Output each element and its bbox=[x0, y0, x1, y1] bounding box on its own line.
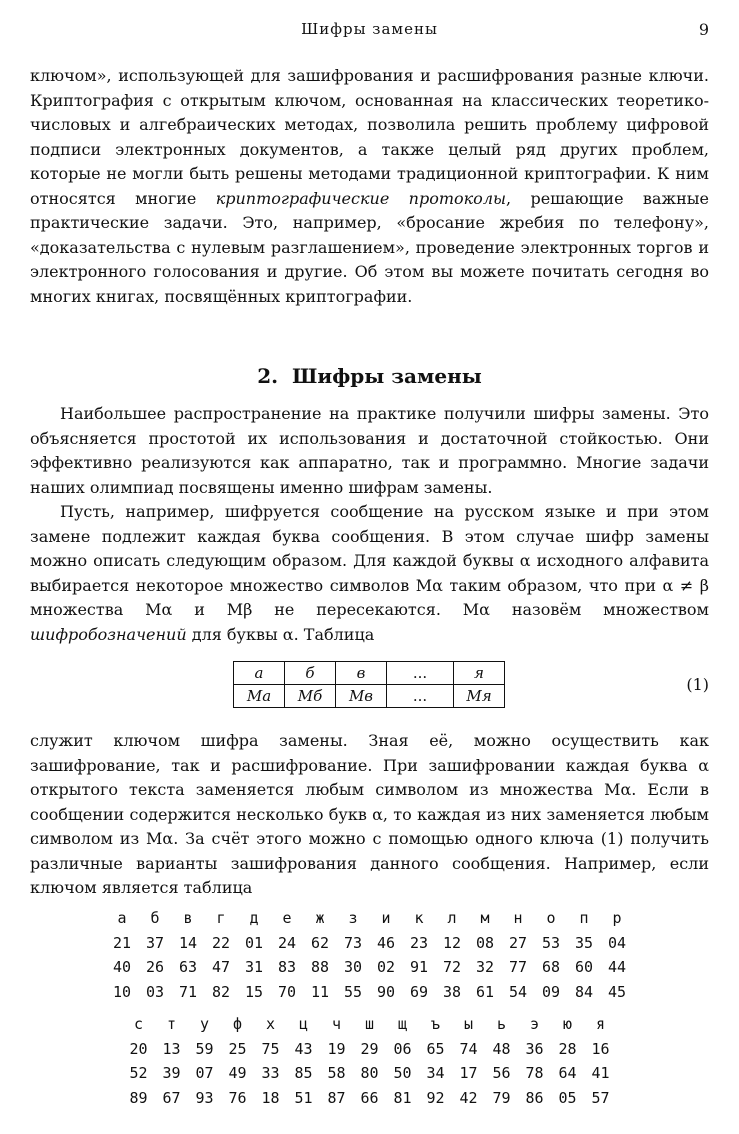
cipher-cell: 09 bbox=[541, 982, 561, 1001]
cipher-cell: д bbox=[249, 909, 259, 927]
cipher-cell: 15 bbox=[244, 982, 264, 1001]
cipher-cell: 30 bbox=[343, 958, 363, 976]
cipher-cell: 35 bbox=[574, 933, 594, 952]
cipher-cell: 46 bbox=[376, 933, 396, 952]
key-cell: Mа bbox=[234, 685, 285, 708]
key-table-sets bbox=[234, 685, 505, 708]
cipher-cell: р bbox=[612, 909, 622, 927]
cipher-cell: 01 bbox=[244, 933, 264, 952]
cipher-cell: 51 bbox=[294, 1088, 313, 1107]
cipher-cell: е bbox=[282, 909, 292, 927]
key-cell: в bbox=[336, 662, 387, 685]
cipher-cell: 70 bbox=[277, 982, 297, 1001]
cipher-cell: 36 bbox=[525, 1039, 544, 1058]
cipher2-row1 bbox=[30, 1037, 709, 1062]
cipher-cell: л bbox=[447, 909, 457, 927]
cipher-cell: в bbox=[183, 909, 193, 927]
cipher-cell: 90 bbox=[376, 982, 396, 1001]
equation-label: (1) bbox=[686, 675, 709, 694]
cipher-cell: х bbox=[265, 1015, 276, 1033]
paragraphs-substitution bbox=[30, 402, 709, 647]
cipher-cell: 44 bbox=[607, 958, 627, 976]
cipher-cell: 50 bbox=[393, 1064, 412, 1082]
cipher-cell: 73 bbox=[343, 933, 363, 952]
cipher2-row2 bbox=[30, 1061, 709, 1086]
cipher-cell: 26 bbox=[145, 958, 165, 976]
key-cell: ... bbox=[387, 662, 454, 685]
para3-emphasis: шифробозначений bbox=[30, 624, 187, 644]
cipher-cell: 16 bbox=[591, 1039, 610, 1058]
para3-text-b: для буквы α. Таблица bbox=[186, 624, 375, 644]
cipher-cell: ж bbox=[315, 909, 325, 927]
cipher-cell: 24 bbox=[277, 933, 297, 952]
cipher-cell: 92 bbox=[426, 1088, 445, 1107]
cipher-cell: 68 bbox=[541, 958, 561, 976]
cipher1-letters bbox=[30, 906, 709, 931]
cipher-cell: 28 bbox=[558, 1039, 577, 1058]
key-cell: Mв bbox=[336, 685, 387, 708]
cipher-cell: 65 bbox=[426, 1039, 445, 1058]
cipher-cell: 60 bbox=[574, 958, 594, 976]
cipher-cell: э bbox=[529, 1015, 540, 1033]
running-head bbox=[30, 20, 709, 42]
cipher-cell: 14 bbox=[178, 933, 198, 952]
cipher-cell: а bbox=[117, 909, 127, 927]
cipher-cell: 19 bbox=[327, 1039, 346, 1058]
cipher-cell: 10 bbox=[112, 982, 132, 1001]
cipher-cell: 20 bbox=[129, 1039, 148, 1058]
cipher-cell: 25 bbox=[228, 1039, 247, 1058]
cipher-cell: 17 bbox=[459, 1064, 478, 1082]
cipher-cell: 69 bbox=[409, 982, 429, 1001]
cipher-cell: г bbox=[216, 909, 226, 927]
cipher-cell: 47 bbox=[211, 958, 231, 976]
cipher-cell: 11 bbox=[310, 982, 330, 1001]
cipher-table-2 bbox=[30, 1012, 709, 1110]
cipher-cell: т bbox=[166, 1015, 177, 1033]
cipher-cell: ч bbox=[331, 1015, 342, 1033]
cipher-cell: 40 bbox=[112, 958, 132, 976]
cipher-cell: з bbox=[348, 909, 358, 927]
cipher-cell: 52 bbox=[129, 1064, 148, 1082]
cipher-cell: 55 bbox=[343, 982, 363, 1001]
cipher-cell: ъ bbox=[430, 1015, 441, 1033]
cipher-cell: 13 bbox=[162, 1039, 181, 1058]
cipher2-letters bbox=[30, 1012, 709, 1037]
key-cell: я bbox=[454, 662, 505, 685]
cipher-cell: о bbox=[546, 909, 556, 927]
key-cell: б bbox=[285, 662, 336, 685]
cipher-cell: 57 bbox=[591, 1088, 610, 1107]
cipher-cell: к bbox=[414, 909, 424, 927]
para1-text-b: , решающие важные практические задачи. Это, например, «бросание жребия по телефону», «доказательства с нулевым разглашением», проведение электронных торгов и электронного голосования и другие. Об этом вы можете почитать сегодня во многих книгах, посвящённых криптографии. bbox=[30, 188, 710, 306]
cipher-cell: 67 bbox=[162, 1088, 181, 1107]
cipher-cell: 34 bbox=[426, 1064, 445, 1082]
cipher-cell: 64 bbox=[558, 1064, 577, 1082]
cipher-cell: 61 bbox=[475, 982, 495, 1001]
cipher1-row1 bbox=[30, 931, 709, 956]
cipher-cell: 04 bbox=[607, 933, 627, 952]
running-title: Шифры замены bbox=[301, 20, 438, 38]
paragraph-popularity: Наибольшее распространение на практике получили шифры замены. Это объясняется простотой их использования и достаточной стойкостью. Они эффективно реализуются как аппаратно, так и программно. Многие задачи наших олимпиад посвящены именно шифрам замены. bbox=[30, 404, 709, 497]
cipher-cell: 59 bbox=[195, 1039, 214, 1058]
cipher-cell: 56 bbox=[492, 1064, 511, 1082]
cipher-cell: ы bbox=[463, 1015, 474, 1033]
key-table-letters bbox=[234, 662, 505, 685]
cipher-cell: 66 bbox=[360, 1088, 379, 1107]
cipher-cell: 91 bbox=[409, 958, 429, 976]
cipher-cell: ш bbox=[364, 1015, 375, 1033]
cipher-cell: 29 bbox=[360, 1039, 379, 1058]
cipher1-row2 bbox=[30, 955, 709, 980]
cipher-cell: п bbox=[579, 909, 589, 927]
cipher-cell: 49 bbox=[228, 1064, 247, 1082]
cipher-cell: 33 bbox=[261, 1064, 280, 1082]
cipher-cell: 06 bbox=[393, 1039, 412, 1058]
cipher-cell: я bbox=[595, 1015, 606, 1033]
para3-text-a: Пусть, например, шифруется сообщение на русском языке и при этом замене подлежит каждая буква сообщения. В этом случае шифр замены можно описать следующим образом. Для каждой буквы α исходного алфавита выбирается некоторое множество символов Mα таким образом, что при α ≠ β множества Mα и Mβ не пересекаются. Mα назовём множеством bbox=[30, 502, 709, 619]
cipher-cell: 02 bbox=[376, 958, 396, 976]
cipher-cell: 53 bbox=[541, 933, 561, 952]
cipher-cell: 75 bbox=[261, 1039, 280, 1058]
cipher-cell: 48 bbox=[492, 1039, 511, 1058]
cipher-cell: 62 bbox=[310, 933, 330, 952]
cipher-cell: 79 bbox=[492, 1088, 511, 1107]
section-number: 2. bbox=[257, 364, 279, 388]
cipher-cell: 43 bbox=[294, 1039, 313, 1058]
cipher-cell: 80 bbox=[360, 1064, 379, 1082]
para1-emphasis: криптографические протоколы bbox=[215, 188, 507, 208]
cipher-cell: 08 bbox=[475, 933, 495, 952]
cipher-cell: 72 bbox=[442, 958, 462, 976]
cipher-cell: 84 bbox=[574, 982, 594, 1001]
cipher-cell: 54 bbox=[508, 982, 528, 1001]
paragraph-key-usage bbox=[30, 729, 709, 901]
cipher-cell: 88 bbox=[310, 958, 330, 976]
cipher-cell: 41 bbox=[591, 1064, 610, 1082]
cipher-cell: м bbox=[480, 909, 490, 927]
cipher-cell: 12 bbox=[442, 933, 462, 952]
para4-text: служит ключом шифра замены. Зная её, можно осуществить как зашифрование, так и расшифрование. При зашифровании каждая буква α открытого текста заменяется любым символом из множества Mα. Если в сообщении содержится несколько букв α, то каждая из них заменяется любым символом из Mα. За счёт этого можно с помощью одного ключа (1) получить различные варианты зашифрования данного сообщения. Например, если ключом является таблица bbox=[30, 731, 709, 897]
paragraph-intro bbox=[30, 64, 709, 309]
book-page bbox=[30, 0, 709, 1134]
cipher-cell: 81 bbox=[393, 1088, 412, 1107]
cipher-cell: 18 bbox=[261, 1088, 280, 1107]
cipher-cell: 39 bbox=[162, 1064, 181, 1082]
cipher-cell: 63 bbox=[178, 958, 198, 976]
para1-text-a: ключом», использующей для зашифрования и расшифрования разные ключи. Криптография с открытым ключом, основанная на классических теоретико-числовых и алгебраических методах, позволила решить проблему цифровой подписи электронных документов, а также целый ряд других проблем, которые не могли быть решены методами традиционной криптографии. К ним относятся многие bbox=[30, 66, 709, 208]
cipher-cell: 45 bbox=[607, 982, 627, 1001]
key-cell: ... bbox=[387, 685, 454, 708]
cipher-cell: у bbox=[199, 1015, 210, 1033]
cipher-cell: 42 bbox=[459, 1088, 478, 1107]
section-heading bbox=[30, 364, 709, 388]
cipher-cell: 23 bbox=[409, 933, 429, 952]
cipher-cell: 37 bbox=[145, 933, 165, 952]
cipher-cell: ь bbox=[496, 1015, 507, 1033]
key-cell: Mя bbox=[454, 685, 505, 708]
page-number: 9 bbox=[698, 20, 709, 39]
paragraph-definition bbox=[30, 500, 709, 647]
cipher-cell: 82 bbox=[211, 982, 231, 1001]
cipher-cell: с bbox=[133, 1015, 144, 1033]
cipher-cell: 93 bbox=[195, 1088, 214, 1107]
cipher-cell: 71 bbox=[178, 982, 198, 1001]
cipher-cell: 22 bbox=[211, 933, 231, 952]
cipher-cell: 05 bbox=[558, 1088, 577, 1107]
cipher-cell: 76 bbox=[228, 1088, 247, 1107]
cipher-cell: 27 bbox=[508, 933, 528, 952]
cipher-cell: 21 bbox=[112, 933, 132, 952]
cipher-cell: н bbox=[513, 909, 523, 927]
cipher-cell: 77 bbox=[508, 958, 528, 976]
cipher-cell: 31 bbox=[244, 958, 264, 976]
cipher-cell: 03 bbox=[145, 982, 165, 1001]
cipher-cell: 85 bbox=[294, 1064, 313, 1082]
cipher-cell: 32 bbox=[475, 958, 495, 976]
cipher-cell: ф bbox=[232, 1015, 243, 1033]
key-cell: Mб bbox=[285, 685, 336, 708]
cipher-cell: б bbox=[150, 909, 160, 927]
cipher-table-1 bbox=[30, 906, 709, 1004]
cipher-cell: 38 bbox=[442, 982, 462, 1001]
cipher-cell: 87 bbox=[327, 1088, 346, 1107]
cipher-cell: 78 bbox=[525, 1064, 544, 1082]
cipher-cell: 58 bbox=[327, 1064, 346, 1082]
cipher1-row3 bbox=[30, 980, 709, 1005]
cipher-cell: щ bbox=[397, 1015, 408, 1033]
cipher-cell: и bbox=[381, 909, 391, 927]
cipher-cell: 89 bbox=[129, 1088, 148, 1107]
key-table bbox=[233, 661, 505, 708]
cipher-cell: 86 bbox=[525, 1088, 544, 1107]
cipher-cell: 74 bbox=[459, 1039, 478, 1058]
cipher-cell: 07 bbox=[195, 1064, 214, 1082]
section-title: Шифры замены bbox=[292, 364, 482, 388]
cipher2-row3 bbox=[30, 1086, 709, 1111]
cipher-cell: ц bbox=[298, 1015, 309, 1033]
cipher-cell: 83 bbox=[277, 958, 297, 976]
cipher-cell: ю bbox=[562, 1015, 573, 1033]
key-cell: а bbox=[234, 662, 285, 685]
